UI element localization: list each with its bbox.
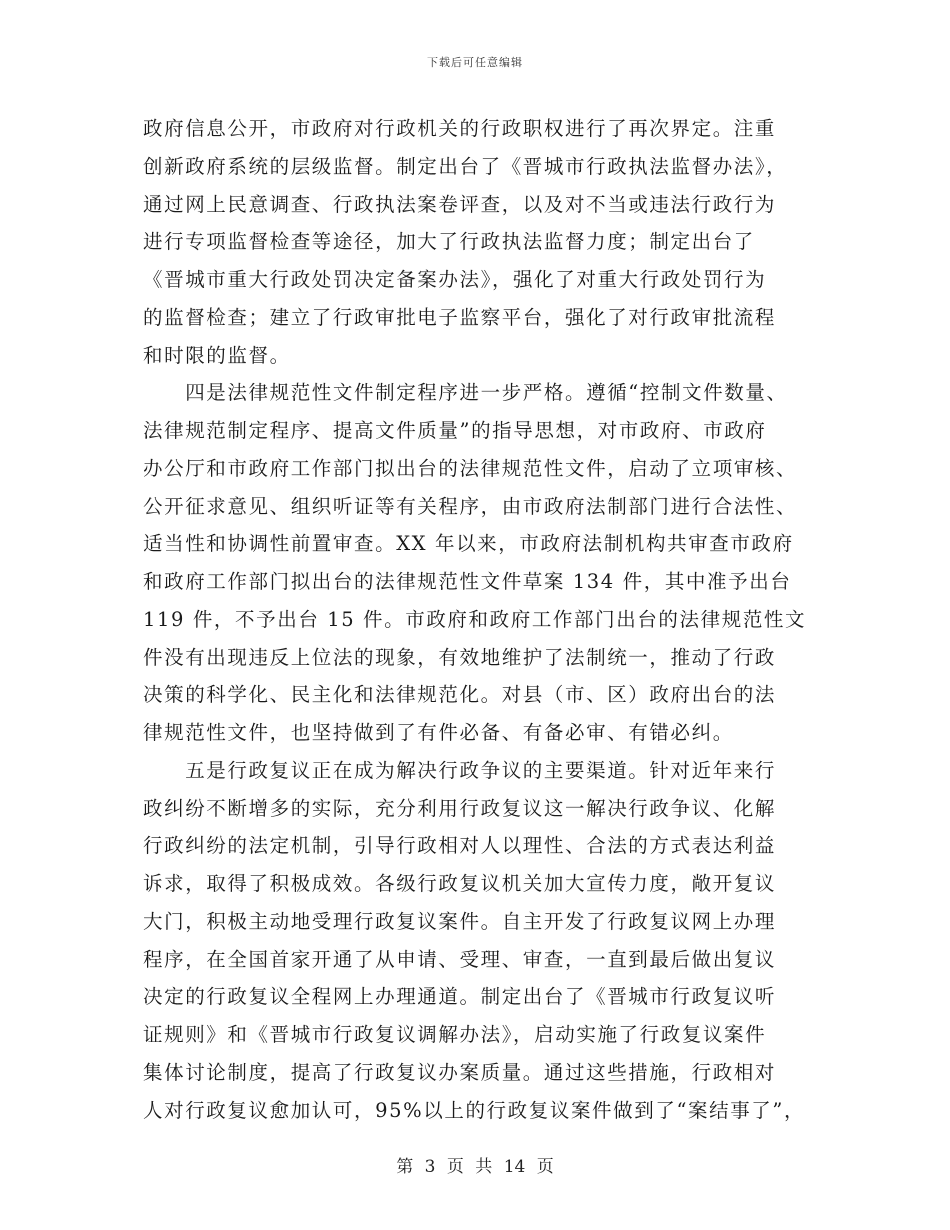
text-line: 法律规范制定程序、提高文件质量”的指导思想，对市政府、市政府: [143, 419, 767, 442]
text-line: 和时限的监督。: [143, 343, 291, 367]
text-line: 决策的科学化、民主化和法律规范化。对县（市、区）政府出台的法: [143, 683, 777, 707]
text-line: 政纠纷不断增多的实际，充分利用行政复议这一解决行政争议、化解: [143, 796, 777, 820]
text-line: 进行专项监督检查等途径，加大了行政执法监督力度；制定出台了: [143, 230, 755, 254]
text-line: 程序，在全国首家开通了从申请、受理、审查，一直到最后做出复议: [143, 947, 777, 971]
text-line: 办公厅和市政府工作部门拟出台的法律规范性文件，启动了立项审核、: [143, 456, 798, 480]
text-line: 律规范性文件，也坚持做到了有件必备、有备必审、有错必纠。: [143, 721, 734, 744]
document-body: [143, 110, 823, 1129]
text-line: 适当性和协调性前置审查。XX 年以来，市政府法制机构共审查市政府: [143, 532, 794, 556]
text-line: 人对行政复议愈加认可，95%以上的行政复议案件做到了“案结事了”，: [143, 1098, 806, 1122]
text-line: 大门，积极主动地受理行政复议案件。自主开发了行政复议网上办理: [143, 909, 777, 933]
page-header-note: 下载后可任意编辑: [427, 56, 523, 69]
page-number-footer: 第 3 页 共 14 页: [396, 1157, 554, 1177]
text-line: 119 件，不予出台 15 件。市政府和政府工作部门出台的法律规范性文: [143, 607, 807, 631]
text-line: 公开征求意见、组织听证等有关程序，由市政府法制部门进行合法性、: [143, 494, 798, 518]
text-line: 政府信息公开，市政府对行政机关的行政职权进行了再次界定。注重: [143, 117, 777, 140]
text-line: 集体讨论制度，提高了行政复议办案质量。通过这些措施，行政相对: [143, 1060, 777, 1084]
text-line: 的监督检查；建立了行政审批电子监察平台，强化了对行政审批流程: [143, 305, 777, 329]
text-line: 四是法律规范性文件制定程序进一步严格。遵循“控制文件数量、: [143, 381, 788, 405]
text-line: 件没有出现违反上位法的现象，有效地维护了法制统一，推动了行政: [143, 645, 777, 669]
text-line: 决定的行政复议全程网上办理通道。制定出台了《晋城市行政复议听: [143, 985, 777, 1009]
text-line: 五是行政复议正在成为解决行政争议的主要渠道。针对近年来行: [143, 758, 777, 782]
text-line: 创新政府系统的层级监督。制定出台了《晋城市行政执法监督办法》，: [143, 154, 788, 178]
text-line: 行政纠纷的法定机制，引导行政相对人以理性、合法的方式表达利益: [143, 834, 777, 858]
text-line: 《晋城市重大行政处罚决定备案办法》，强化了对重大行政处罚行为: [143, 268, 767, 291]
text-line: 通过网上民意调查、行政执法案卷评查，以及对不当或违法行政行为: [143, 192, 777, 216]
text-line: 证规则》和《晋城市行政复议调解办法》，启动实施了行政复议案件: [143, 1023, 767, 1046]
text-line: 诉求，取得了积极成效。各级行政复议机关加大宣传力度，敞开复议: [143, 872, 777, 895]
text-line: 和政府工作部门拟出台的法律规范性文件草案 134 件，其中准予出台: [143, 570, 792, 593]
